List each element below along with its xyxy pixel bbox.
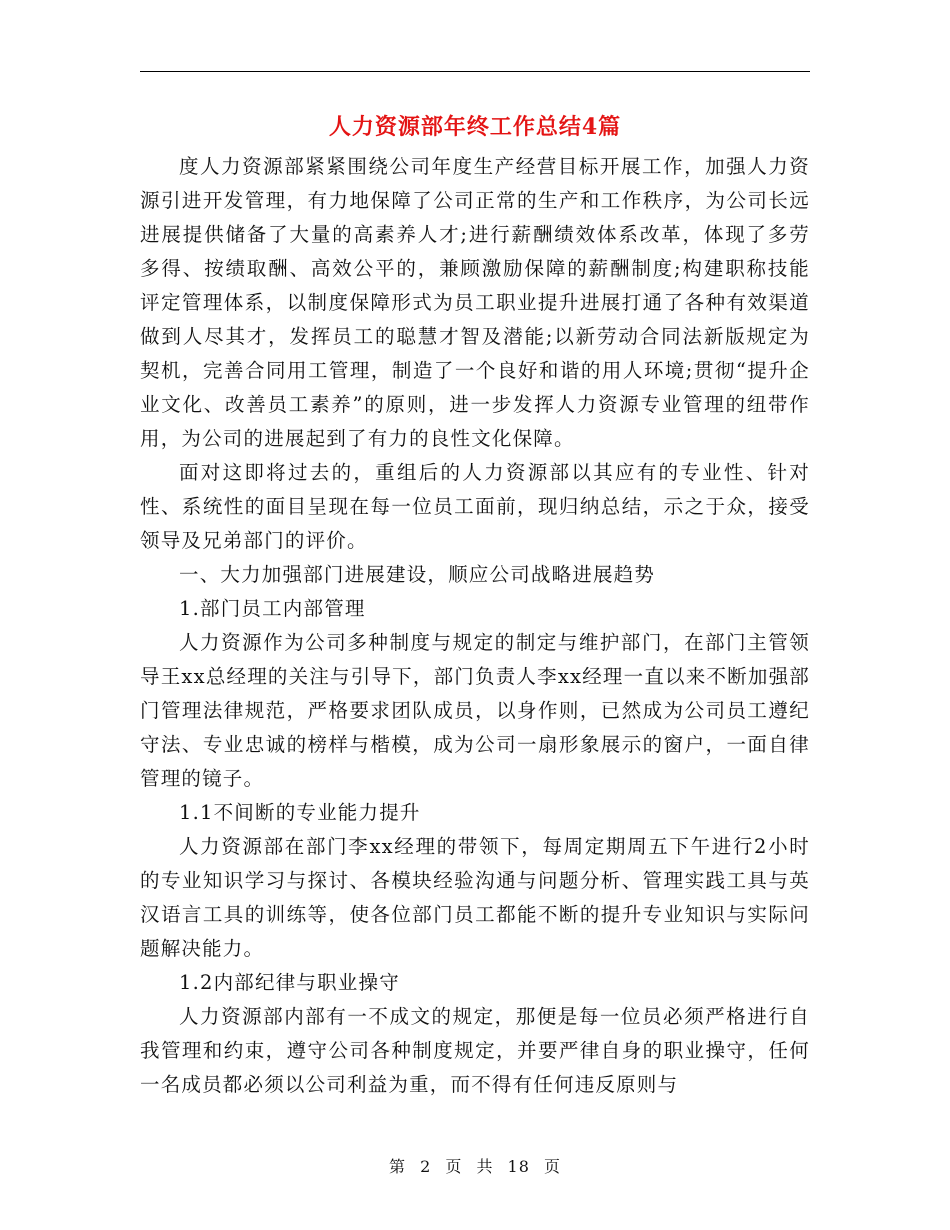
paragraph: 度人力资源部紧紧围绕公司年度生产经营目标开展工作，加强人力资源引进开发管理，有力地保障了公司正常的生产和工作秩序，为公司长远进展提供储备了大量的高素养人才;进行薪酬绩效体系改革，体现了多劳多得、按绩取酬、高效公平的，兼顾激励保障的薪酬制度;构建职称技能评定管理体系，以制度保障形式为员工职业提升进展打通了各种有效渠道做到人尽其才，发挥员工的聪慧才智及潜能;以新劳动合同法新版规定为契机，完善合同用工管理，制造了一个良好和谐的用人环境;贯彻“提升企业文化、改善员工素养”的原则，进一步发挥人力资源专业管理的纽带作用，为公司的进展起到了有力的良性文化保障。 — [140, 155, 810, 450]
paragraph: 人力资源部在部门李xx经理的带领下，每周定期周五下午进行2小时的专业知识学习与探讨、各模块经验沟通与问题分析、管理实践工具与英汉语言工具的训练等，使各位部门员工都能不断的提升专业知识与实际问题解决能力。 — [140, 835, 810, 960]
header-rule — [140, 71, 810, 72]
paragraph: 人力资源作为公司多种制度与规定的制定与维护部门，在部门主管领导王xx总经理的关注与引导下，部门负责人李xx经理一直以来不断加强部门管理法律规范，严格要求团队成员，以身作则，已然成为公司员工遵纪守法、专业忠诚的榜样与楷模，成为公司一扇形象展示的窗户，一面自律管理的镜子。 — [140, 631, 810, 790]
subsection-heading: 1.2内部纪律与职业操守 — [179, 971, 400, 994]
section-heading: 一、大力加强部门进展建设，顺应公司战略进展趋势 — [179, 563, 656, 586]
subsection-heading: 1.部门员工内部管理 — [179, 597, 366, 620]
paragraph: 人力资源部内部有一不成文的规定，那便是每一位员必须严格进行自我管理和约束，遵守公司各种制度规定，并要严律自身的职业操守，任何一名成员都必须以公司利益为重，而不得有任何违反原则与 — [140, 1005, 810, 1096]
document-title: 人力资源部年终工作总结4篇 — [328, 114, 622, 140]
page-footer: 第 2 页 共 18 页 — [389, 1157, 561, 1176]
subsection-heading: 1.1不间断的专业能力提升 — [179, 801, 421, 824]
paragraph: 面对这即将过去的，重组后的人力资源部以其应有的专业性、针对性、系统性的面目呈现在每一位员工面前，现归纳总结，示之于众，接受领导及兄弟部门的评价。 — [140, 461, 810, 552]
document-body — [140, 150, 810, 1102]
